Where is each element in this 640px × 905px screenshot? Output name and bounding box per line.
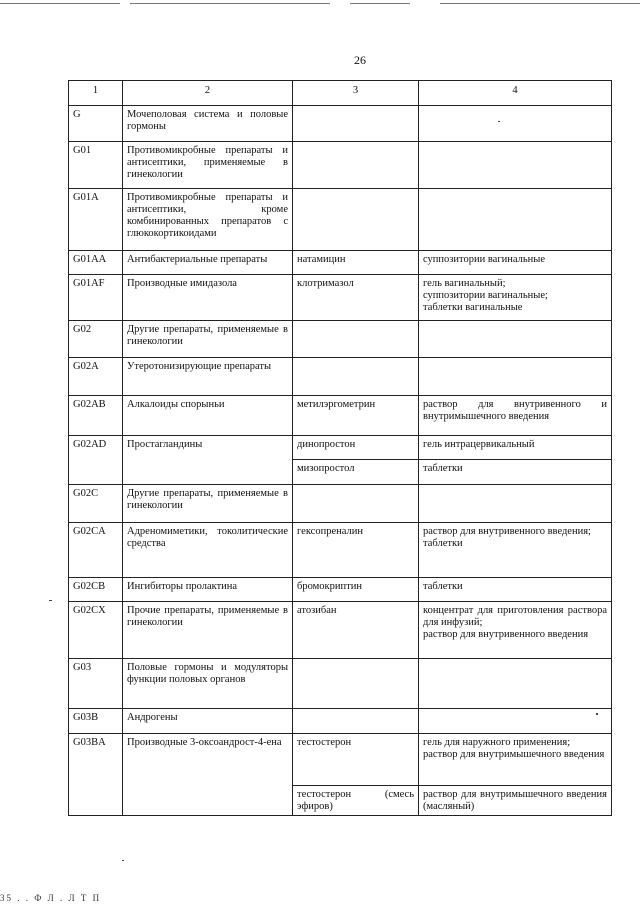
dosage-form-cell xyxy=(419,321,612,358)
table-row xyxy=(69,358,612,396)
atc-code-cell: G01AF xyxy=(69,275,123,321)
atc-code-cell: G03B xyxy=(69,709,123,734)
drug-name-cell: метилэргометрин xyxy=(293,396,419,436)
atc-group-name-cell: Андрогены xyxy=(123,709,293,734)
drug-name-cell: тестостерон xyxy=(293,734,419,786)
dosage-form-cell: раствор для внутривенного введения; таблетки xyxy=(419,523,612,578)
dosage-form-cell xyxy=(419,106,612,142)
drug-name-cell xyxy=(293,106,419,142)
table-header-row xyxy=(69,81,612,106)
table-row xyxy=(69,251,612,275)
atc-group-name-cell: Другие препараты, применяемые в гинекологии xyxy=(123,485,293,523)
scan-footer-artifact: 35 . . Ф Л . Л Т П xyxy=(0,893,102,903)
dosage-form-cell xyxy=(419,485,612,523)
atc-code-cell: G02AB xyxy=(69,396,123,436)
scan-top-line xyxy=(440,3,640,4)
drug-name-cell xyxy=(293,485,419,523)
drug-name-cell xyxy=(293,709,419,734)
atc-code-cell: G01 xyxy=(69,142,123,189)
column-header: 3 xyxy=(293,81,419,106)
atc-code-cell: G02CA xyxy=(69,523,123,578)
atc-code-cell: G03BA xyxy=(69,734,123,816)
table-row xyxy=(69,396,612,436)
atc-code-cell: G01A xyxy=(69,189,123,251)
scan-top-line xyxy=(350,3,410,4)
atc-group-name-cell: Алкалоиды спорыньи xyxy=(123,396,293,436)
atc-code-cell: G02AD xyxy=(69,436,123,485)
atc-code-cell: G02CX xyxy=(69,602,123,659)
dosage-form-cell xyxy=(419,189,612,251)
dosage-form-cell: таблетки xyxy=(419,578,612,602)
scan-speck xyxy=(498,121,500,122)
table-row xyxy=(69,106,612,142)
atc-code-cell: G01AA xyxy=(69,251,123,275)
dosage-form-cell: гель для наружного применения; раствор для внутримышечного введения xyxy=(419,734,612,786)
dosage-form-cell xyxy=(419,709,612,734)
atc-group-name-cell: Утеротонизирующие препараты xyxy=(123,358,293,396)
atc-code-cell: G xyxy=(69,106,123,142)
table-row xyxy=(69,659,612,709)
dosage-form-cell: таблетки xyxy=(419,460,612,485)
table-row xyxy=(69,436,612,460)
drug-name-cell: гексопреналин xyxy=(293,523,419,578)
drug-name-cell: атозибан xyxy=(293,602,419,659)
atc-group-name-cell: Противомикробные препараты и антисептики, применяемые в гинекологии xyxy=(123,142,293,189)
atc-code-cell: G02 xyxy=(69,321,123,358)
drug-name-cell: натамицин xyxy=(293,251,419,275)
table-row xyxy=(69,189,612,251)
dosage-form-cell: раствор для внутривенного и внутримышечного введения xyxy=(419,396,612,436)
drug-name-cell: мизопростол xyxy=(293,460,419,485)
dosage-form-cell: гель вагинальный; суппозитории вагинальные; таблетки вагинальные xyxy=(419,275,612,321)
column-header: 1 xyxy=(69,81,123,106)
atc-group-name-cell: Антибактериальные препараты xyxy=(123,251,293,275)
scan-speck xyxy=(122,860,124,861)
table-row xyxy=(69,734,612,786)
scan-speck xyxy=(49,600,52,601)
atc-code-cell: G03 xyxy=(69,659,123,709)
dosage-form-cell xyxy=(419,358,612,396)
table-row xyxy=(69,485,612,523)
drug-name-cell xyxy=(293,321,419,358)
column-header: 2 xyxy=(123,81,293,106)
column-header: 4 xyxy=(419,81,612,106)
table-row xyxy=(69,578,612,602)
drug-name-cell: клотримазол xyxy=(293,275,419,321)
page-number: 26 xyxy=(354,53,366,67)
table-row xyxy=(69,275,612,321)
atc-code-cell: G02A xyxy=(69,358,123,396)
table-row xyxy=(69,321,612,358)
drug-name-cell xyxy=(293,189,419,251)
atc-group-name-cell: Производные 3-оксоандрост-4-ена xyxy=(123,734,293,816)
atc-group-name-cell: Ингибиторы пролактина xyxy=(123,578,293,602)
dosage-form-cell: суппозитории вагинальные xyxy=(419,251,612,275)
atc-group-name-cell: Мочеполовая система и половые гормоны xyxy=(123,106,293,142)
atc-group-name-cell: Адреномиметики, токолитические средства xyxy=(123,523,293,578)
scan-top-line xyxy=(130,3,330,4)
dosage-form-cell: гель интрацервикальный xyxy=(419,436,612,460)
atc-group-name-cell: Производные имидазола xyxy=(123,275,293,321)
drug-name-cell xyxy=(293,358,419,396)
atc-code-cell: G02C xyxy=(69,485,123,523)
dosage-form-cell xyxy=(419,659,612,709)
table-body xyxy=(69,81,612,816)
dosage-form-cell: концентрат для приготовления раствора для инфузий; раствор для внутривенного введения xyxy=(419,602,612,659)
atc-group-name-cell: Простагландины xyxy=(123,436,293,485)
dosage-form-cell xyxy=(419,142,612,189)
scan-top-line xyxy=(0,3,120,4)
atc-group-name-cell: Другие препараты, применяемые в гинекологии xyxy=(123,321,293,358)
drug-name-cell: динопростон xyxy=(293,436,419,460)
drug-classification-table xyxy=(68,80,612,816)
dosage-form-cell: раствор для внутримышечного введения (масляный) xyxy=(419,786,612,816)
drug-name-cell: бромокриптин xyxy=(293,578,419,602)
table-row xyxy=(69,523,612,578)
table-row xyxy=(69,142,612,189)
drug-name-cell: тестостерон (смесь эфиров) xyxy=(293,786,419,816)
drug-name-cell xyxy=(293,142,419,189)
table-row xyxy=(69,602,612,659)
atc-group-name-cell: Прочие препараты, применяемые в гинекологии xyxy=(123,602,293,659)
table-row xyxy=(69,709,612,734)
atc-group-name-cell: Половые гормоны и модуляторы функции половых органов xyxy=(123,659,293,709)
scan-speck xyxy=(596,713,598,715)
atc-code-cell: G02CB xyxy=(69,578,123,602)
drug-name-cell xyxy=(293,659,419,709)
atc-group-name-cell: Противомикробные препараты и антисептики, кроме комбинированных препаратов с глюкокортикоидами xyxy=(123,189,293,251)
